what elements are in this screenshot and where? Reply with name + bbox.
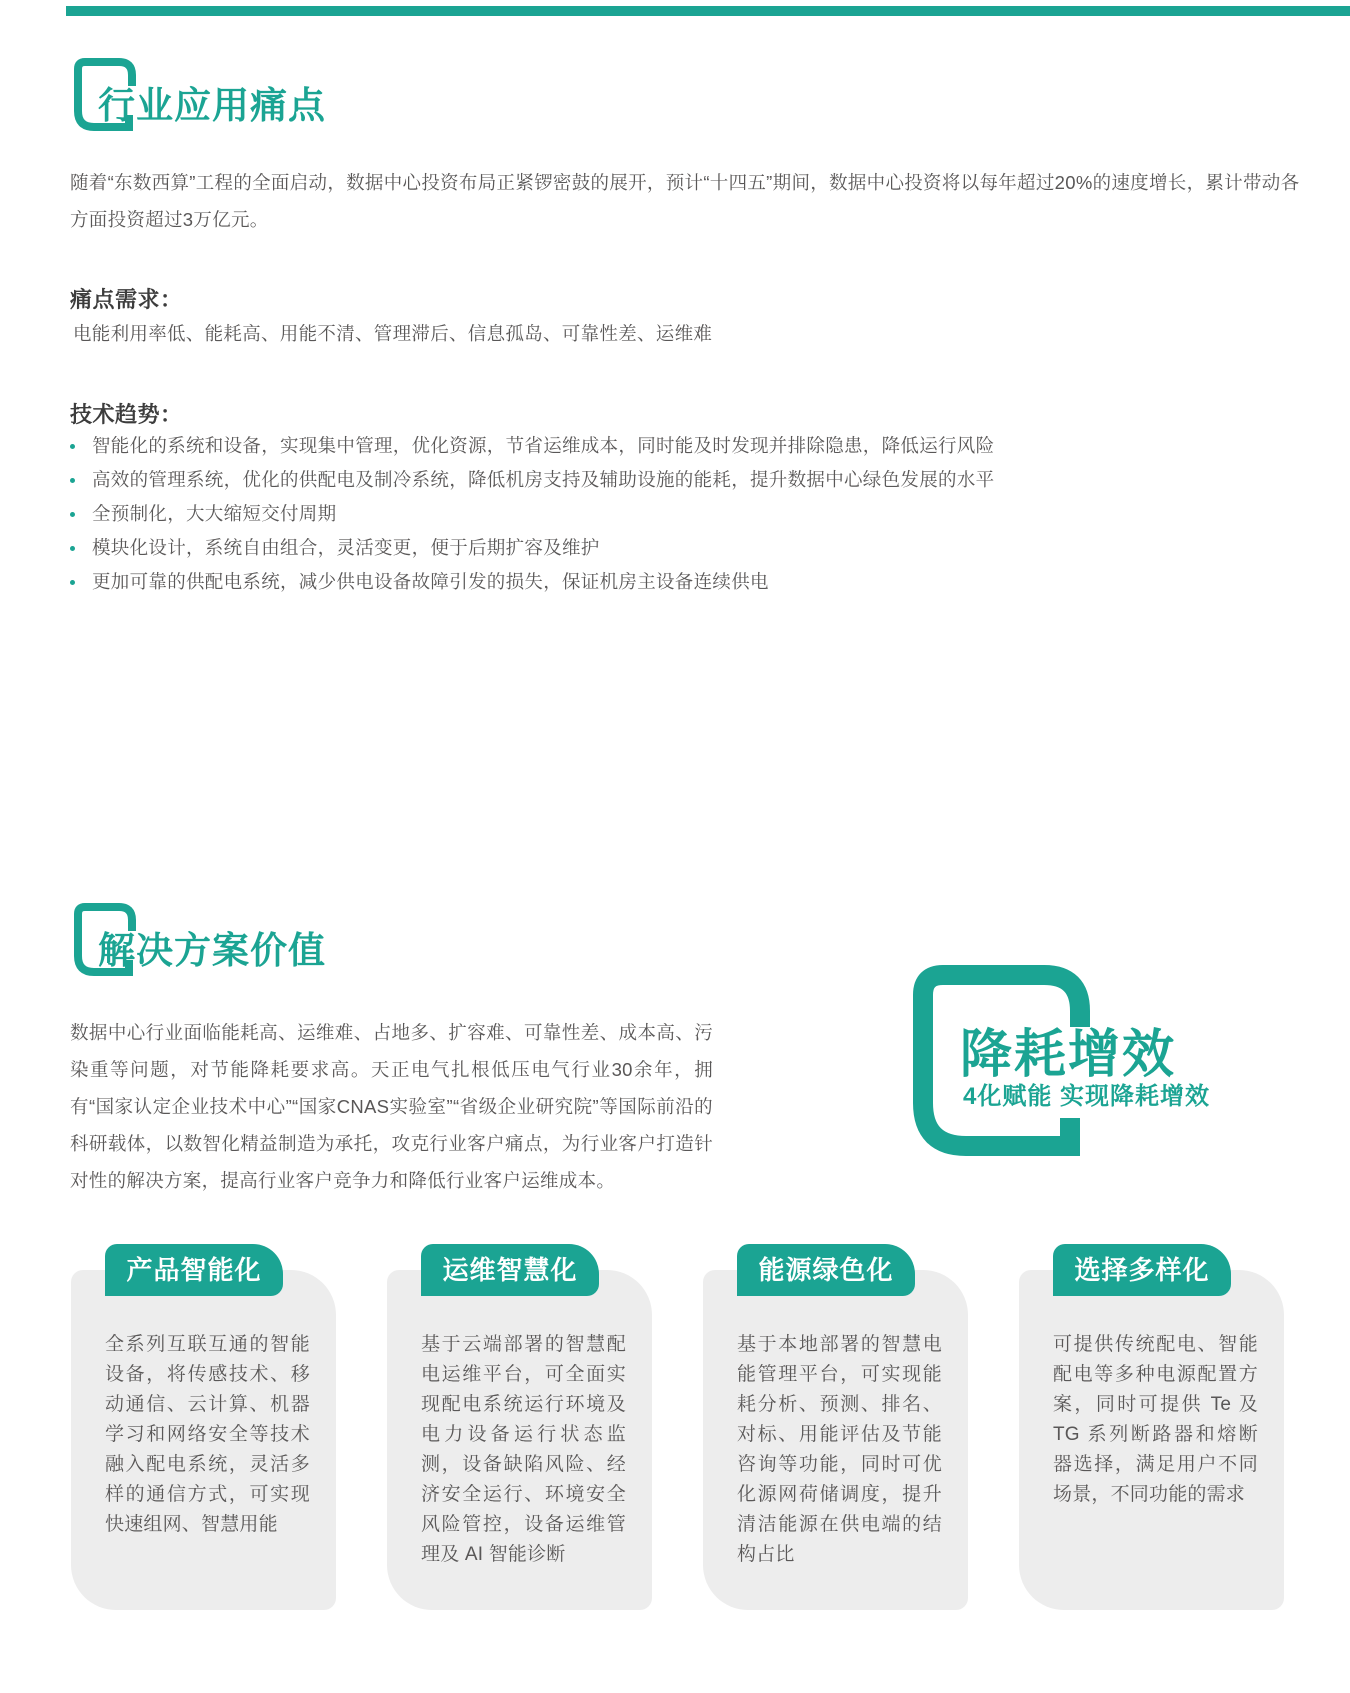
trend-item-text: 高效的管理系统，优化的供配电及制冷系统，降低机房支持及辅助设施的能耗，提升数据中心绿色发展的水平 <box>92 469 995 490</box>
card-text: 基于本地部署的智慧电能管理平台，可实现能耗分析、预测、排名、对标、用能评估及节能咨询等功能，同时可优化源网荷储调度，提升清洁能源在供电端的结构占比 <box>737 1334 942 1565</box>
card-badge: 能源绿色化 <box>737 1244 915 1296</box>
card-green-energy <box>703 1255 968 1610</box>
callout-subtitle: 4化赋能 实现降耗增效 <box>963 1083 1211 1110</box>
bullet-dot-icon <box>70 546 75 551</box>
card-badge: 运维智慧化 <box>421 1244 599 1296</box>
bullet-dot-icon <box>70 512 75 517</box>
bullet-dot-icon <box>70 580 75 585</box>
section-title-pain-points: 行业应用痛点 <box>98 85 326 126</box>
card-badge: 选择多样化 <box>1053 1244 1231 1296</box>
trend-list-item <box>70 470 1290 490</box>
pain-intro-paragraph: 随着“东数西算”工程的全面启动，数据中心投资布局正紧锣密鼓的展开，预计“十四五”期间，数据中心投资将以每年超过20%的速度增长，累计带动各方面投资超过3万亿元。 <box>70 172 1300 230</box>
section-header-solution-value <box>74 903 494 978</box>
card-diverse-choice <box>1019 1255 1284 1610</box>
trend-list-item <box>70 572 1290 592</box>
trend-list-item <box>70 436 1290 456</box>
top-accent-bar <box>66 6 1350 16</box>
section-header-pain-points <box>74 58 494 133</box>
card-text: 基于云端部署的智慧配电运维平台，可全面实现配电系统运行环境及电力设备运行状态监测，设备缺陷风险、经济安全运行、环境安全风险管控，设备运维管理及 AI 智能诊断 <box>421 1334 626 1565</box>
pain-demand-heading: 痛点需求： <box>70 287 183 312</box>
callout-title: 降耗增效 <box>960 1026 1177 1084</box>
bullet-dot-icon <box>70 478 75 483</box>
card-product-intelligence <box>71 1255 336 1610</box>
trend-item-text: 更加可靠的供配电系统，减少供电设备故障引发的损失，保证机房主设备连续供电 <box>92 571 769 592</box>
card-text: 全系列互联互通的智能设备，将传感技术、移动通信、云计算、机器学习和网络安全等技术融入配电系统，灵活多样的通信方式，可实现快速组网、智慧用能 <box>105 1334 310 1535</box>
trend-item-text: 全预制化，大大缩短交付周期 <box>92 503 337 524</box>
trend-list-item <box>70 504 1290 524</box>
card-text: 可提供传统配电、智能配电等多种电源配置方案，同时可提供 Te 及 TG 系列断路器和熔断器选择，满足用户不同场景，不同功能的需求 <box>1053 1334 1258 1505</box>
tech-trend-heading: 技术趋势： <box>70 402 183 427</box>
trend-item-text: 模块化设计，系统自由组合，灵活变更，便于后期扩容及维护 <box>92 537 600 558</box>
card-badge: 产品智能化 <box>105 1244 283 1296</box>
tech-trend-list <box>70 436 1290 606</box>
bullet-dot-icon <box>70 444 75 449</box>
pain-demand-text: 电能利用率低、能耗高、用能不清、管理滞后、信息孤岛、可靠性差、运维难 <box>73 323 713 344</box>
trend-list-item <box>70 538 1290 558</box>
section-title-solution-value: 解决方案价值 <box>98 930 326 971</box>
trend-item-text: 智能化的系统和设备，实现集中管理，优化资源，节省运维成本，同时能及时发现并排除隐患，降低运行风险 <box>92 435 995 456</box>
solution-intro-paragraph: 数据中心行业面临能耗高、运维难、占地多、扩容难、可靠性差、成本高、污染重等问题，对节能降耗要求高。天正电气扎根低压电气行业30余年，拥有“国家认定企业技术中心”“国家CNAS实验室”“省级企业研究院”等国际前沿的科研载体，以数智化精益制造为承托，攻克行业客户痛点，为行业客户打造针对性的解决方案，提高行业客户竞争力和降低行业客户运维成本。 <box>70 1022 713 1191</box>
card-om-intelligence <box>387 1255 652 1610</box>
